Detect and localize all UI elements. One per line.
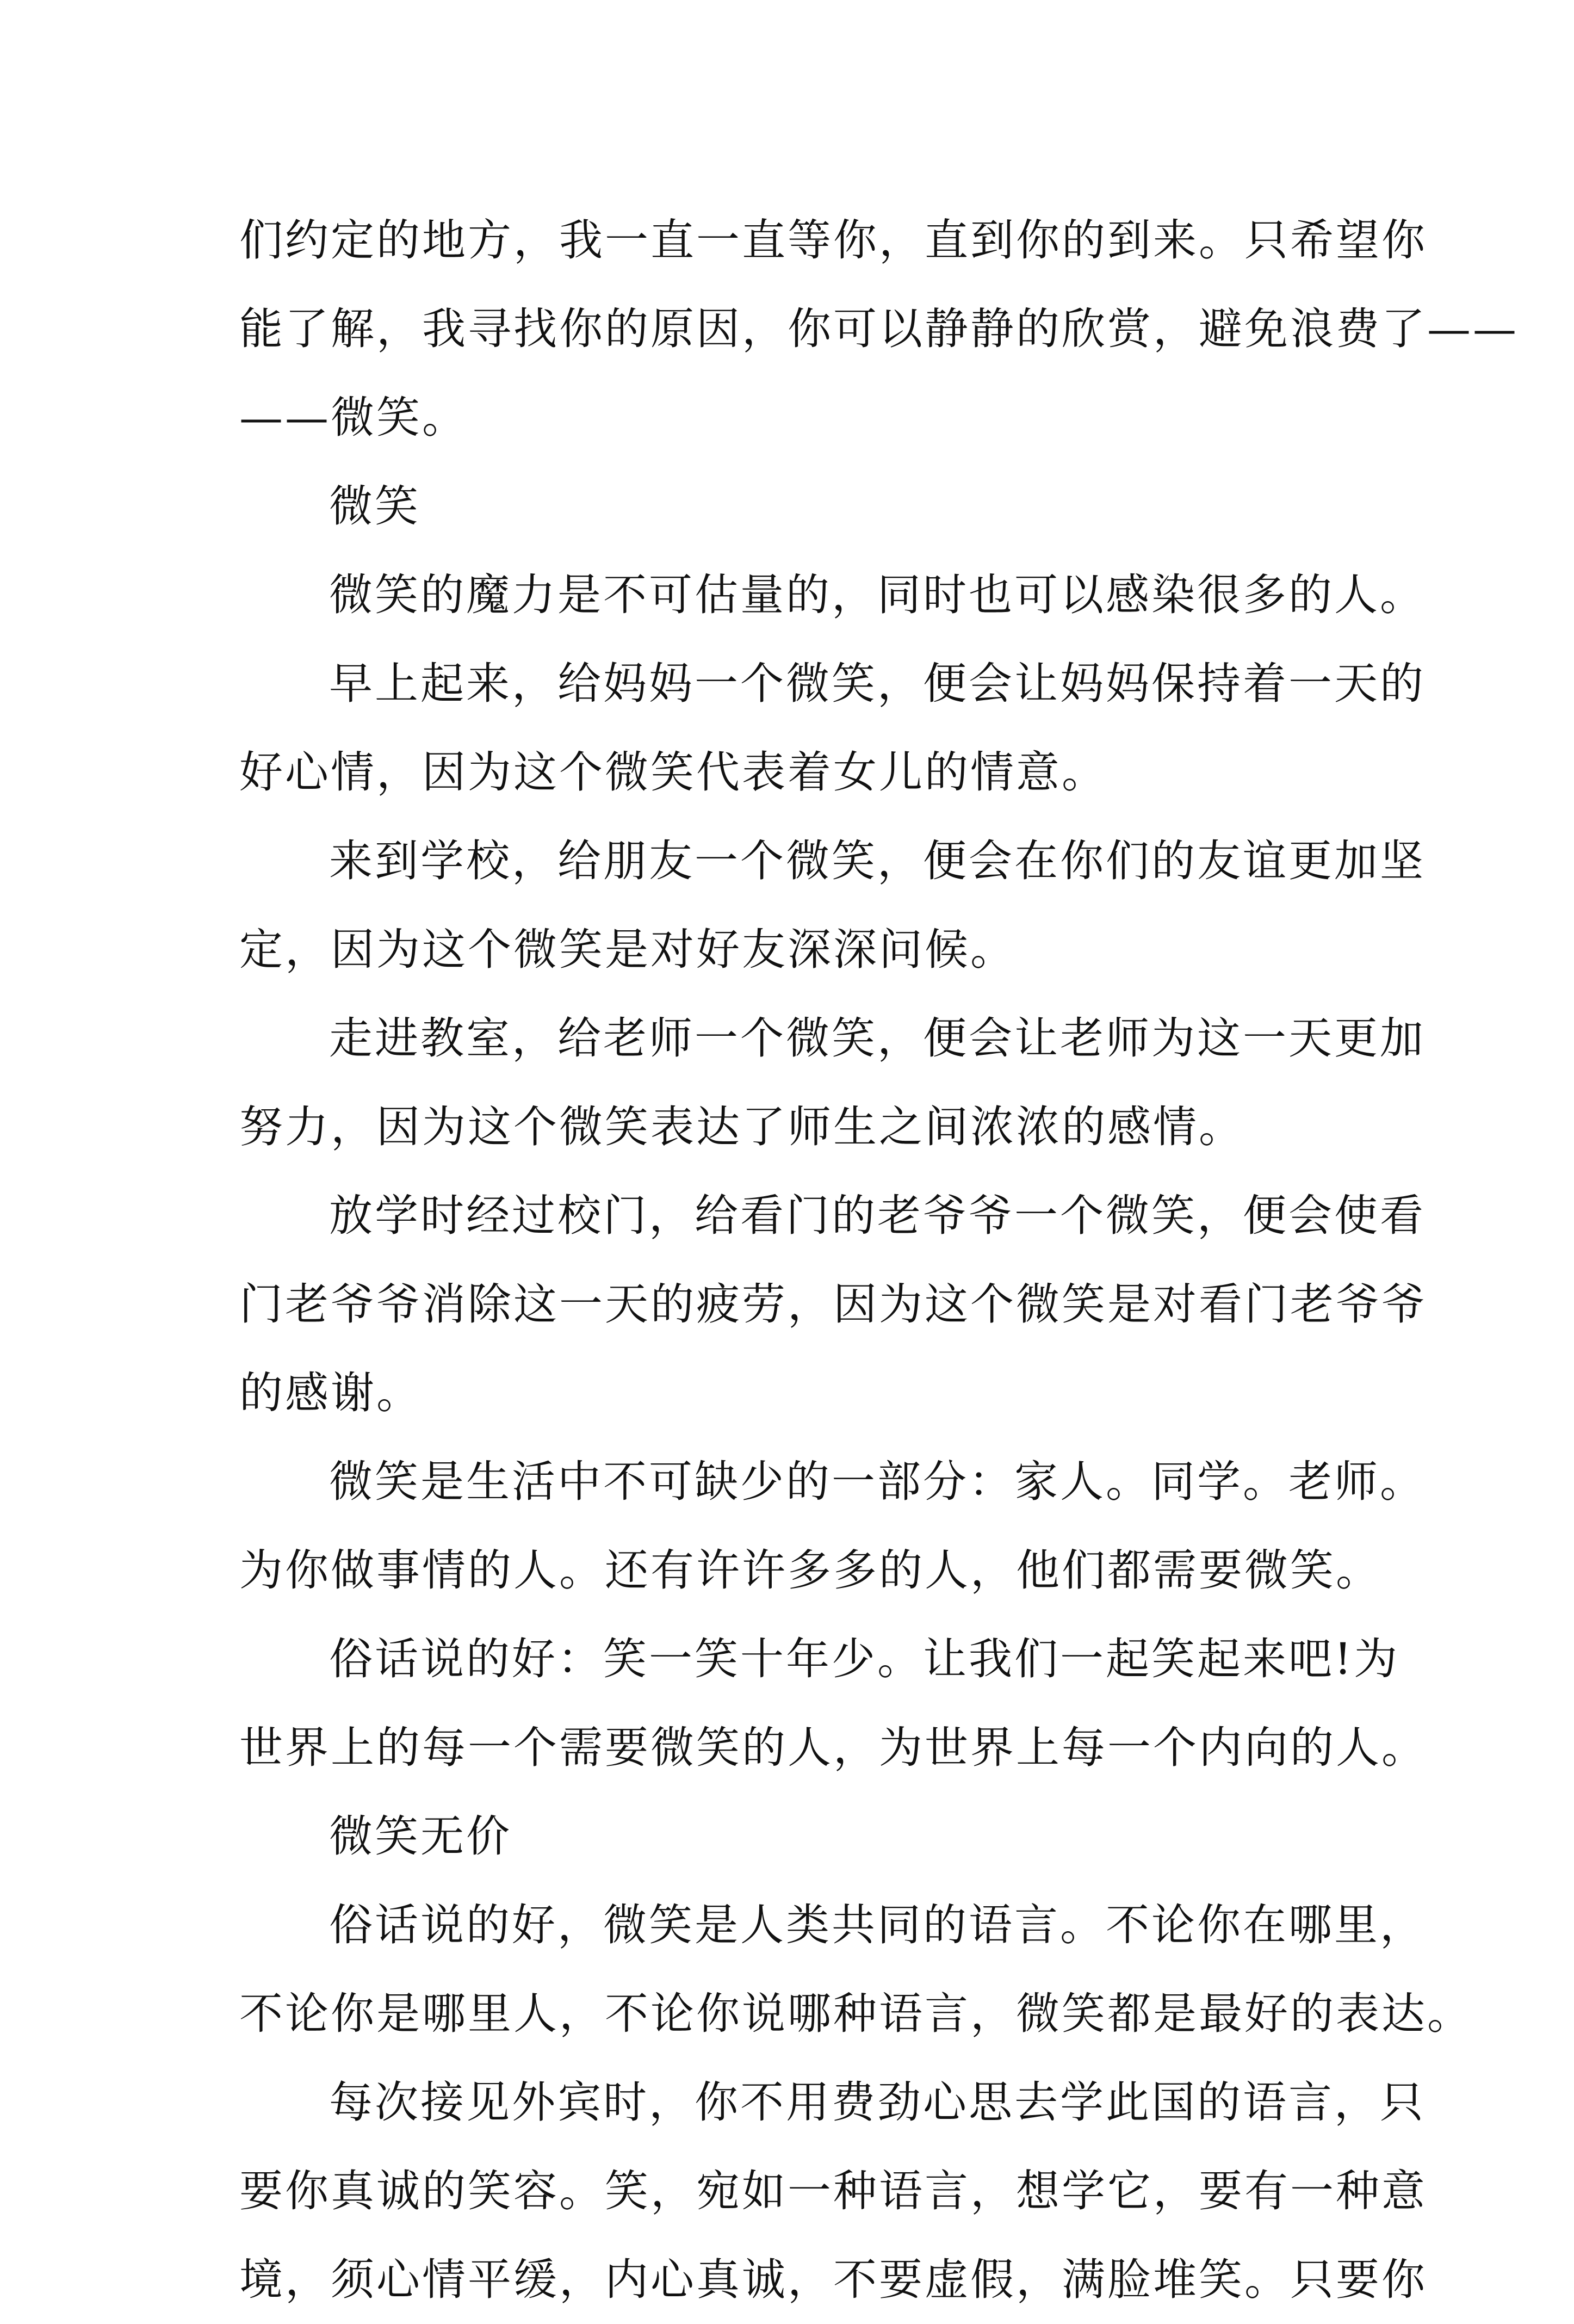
text-line: 们约定的地方，我一直一直等你，直到你的到来。只希望你 (239, 215, 1427, 265)
body-text (239, 196, 1519, 2324)
text-line: 世界上的每一个需要微笑的人，为世界上每一个内向的人。 (239, 1722, 1427, 1773)
text-line: 俗话说的好：笑一笑十年少。让我们一起笑起来吧!为 (329, 1634, 1400, 1684)
text-line: 定，因为这个微笑是对好友深深问候。 (239, 924, 1016, 975)
text-line: 努力，因为这个微笑表达了师生之间浓浓的感情。 (239, 1102, 1244, 1152)
section-heading: 微笑无价 (329, 1811, 512, 1862)
text-line: 来到学校，给朋友一个微笑，便会在你们的友谊更加坚 (329, 836, 1426, 886)
section-heading: 微笑 (329, 481, 420, 531)
text-line: 走进教室，给老师一个微笑，便会让老师为这一天更加 (329, 1013, 1426, 1064)
text-line: 早上起来，给妈妈一个微笑，便会让妈妈保持着一天的 (329, 658, 1426, 709)
text-line: 为你做事情的人。还有许许多多的人，他们都需要微笑。 (239, 1545, 1381, 1596)
text-line: 俗话说的好，微笑是人类共同的语言。不论你在哪里， (329, 1900, 1426, 1950)
text-line: 的感谢。 (239, 1368, 422, 1418)
text-line: 微笑是生活中不可缺少的一部分：家人。同学。老师。 (329, 1456, 1426, 1507)
text-line: 不论你是哪里人，不论你说哪种语言，微笑都是最好的表达。 (239, 1988, 1473, 2039)
text-line: 好心情，因为这个微笑代表着女儿的情意。 (239, 747, 1107, 798)
text-line: 境，须心情平缓，内心真诚，不要虚假，满脸堆笑。只要你 (239, 2254, 1427, 2305)
text-line: 门老爷爷消除这一天的疲劳，因为这个微笑是对看门老爷爷 (239, 1279, 1427, 1330)
text-line: 要你真诚的笑容。笑，宛如一种语言，想学它，要有一种意 (239, 2166, 1427, 2216)
text-line: 能了解，我寻找你的原因，你可以静静的欣赏，避免浪费了—— (239, 304, 1519, 354)
text-line: 放学时经过校门，给看门的老爷爷一个微笑，便会使看 (329, 1190, 1426, 1241)
text-line: ——微笑。 (239, 392, 468, 443)
text-line: 微笑的魔力是不可估量的，同时也可以感染很多的人。 (329, 570, 1426, 620)
text-line: 每次接见外宾时，你不用费劲心思去学此国的语言，只 (329, 2077, 1426, 2128)
